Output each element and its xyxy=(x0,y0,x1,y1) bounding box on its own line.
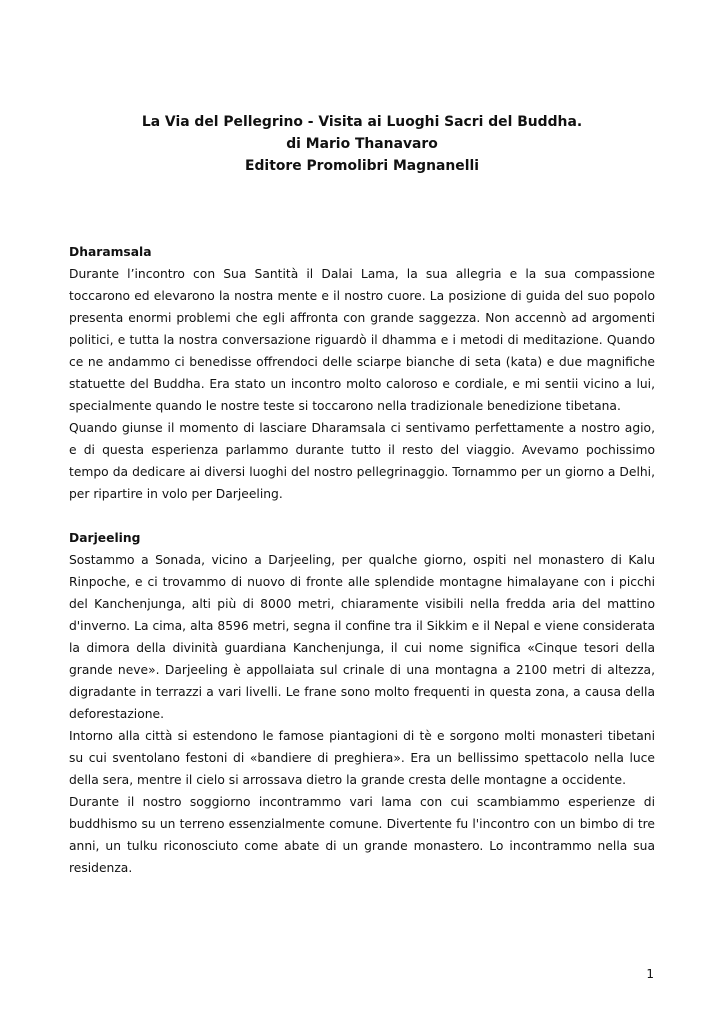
section-spacer xyxy=(69,505,655,527)
section-darjeeling xyxy=(69,527,655,879)
paragraph: Intorno alla città si estendono le famose piantagioni di tè e sorgono molti monasteri tibetani su cui sventolano festoni di «bandiere di preghiera». Era un bellissimo spettacolo nella luce della sera, mentre il cielo si arrossava dietro la grande cresta delle montagne a occidente. xyxy=(69,729,655,787)
paragraph: Durante l’incontro con Sua Santità il Dalai Lama, la sua allegria e la sua compassione toccarono ed elevarono la nostra mente e il nostro cuore. La posizione di guida del suo popolo presenta enormi problemi che egli affronta con grande saggezza. Non accennò ad argomenti politici, e tutta la nostra conversazione riguardò il dhamma e i metodi di meditazione. Quando ce ne andammo ci benedisse offrendoci delle sciarpe bianche di seta (kata) e due magnifiche statuette del Buddha. Era stato un incontro molto caloroso e cordiale, e mi sentii vicino a lui, specialmente quando le nostre teste si toccarono nella tradizionale benedizione tibetana. xyxy=(69,267,655,413)
paragraph: Sostammo a Sonada, vicino a Darjeeling, per qualche giorno, ospiti nel monastero di Kalu Rinpoche, e ci trovammo di nuovo di fronte alle splendide montagne himalayane con i picchi del Kanchenjunga, alti più di 8000 metri, chiaramente visibili nella fredda aria del mattino d'inverno. La cima, alta 8596 metri, segna il confine tra il Sikkim e il Nepal e viene considerata la dimora della divinità guardiana Kanchenjunga, il cui nome significa «Cinque tesori della grande neve». Darjeeling è appollaiata sul crinale di una montagna a 2100 metri di altezza, digradante in terrazzi a vari livelli. Le frane sono molto frequenti in questa zona, a causa della deforestazione. xyxy=(69,553,655,721)
document-title: La Via del Pellegrino - Visita ai Luoghi Sacri del Buddha. xyxy=(141,114,583,130)
paragraph: Durante il nostro soggiorno incontrammo vari lama con cui scambiammo esperienze di buddhismo su un terreno essenzialmente comune. Divertente fu l'incontro con un bimbo di tre anni, un tulku riconosciuto come abate di un grande monastero. Lo incontrammo nella sua residenza. xyxy=(69,795,655,875)
section-heading: Darjeeling xyxy=(69,531,141,545)
document-author: di Mario Thanavaro xyxy=(286,136,438,152)
document-body xyxy=(69,241,655,879)
document-publisher: Editore Promolibri Magnanelli xyxy=(245,158,479,174)
title-block xyxy=(60,111,664,177)
section-dharamsala xyxy=(69,241,655,505)
paragraph: Quando giunse il momento di lasciare Dharamsala ci sentivamo perfettamente a nostro agio, e di questa esperienza parlammo durante tutto il resto del viaggio. Avevamo pochissimo tempo da dedicare ai diversi luoghi del nostro pellegrinaggio. Tornammo per un giorno a Delhi, per ripartire in volo per Darjeeling. xyxy=(69,421,655,501)
page-number: 1 xyxy=(646,967,654,981)
section-heading: Dharamsala xyxy=(69,245,152,259)
